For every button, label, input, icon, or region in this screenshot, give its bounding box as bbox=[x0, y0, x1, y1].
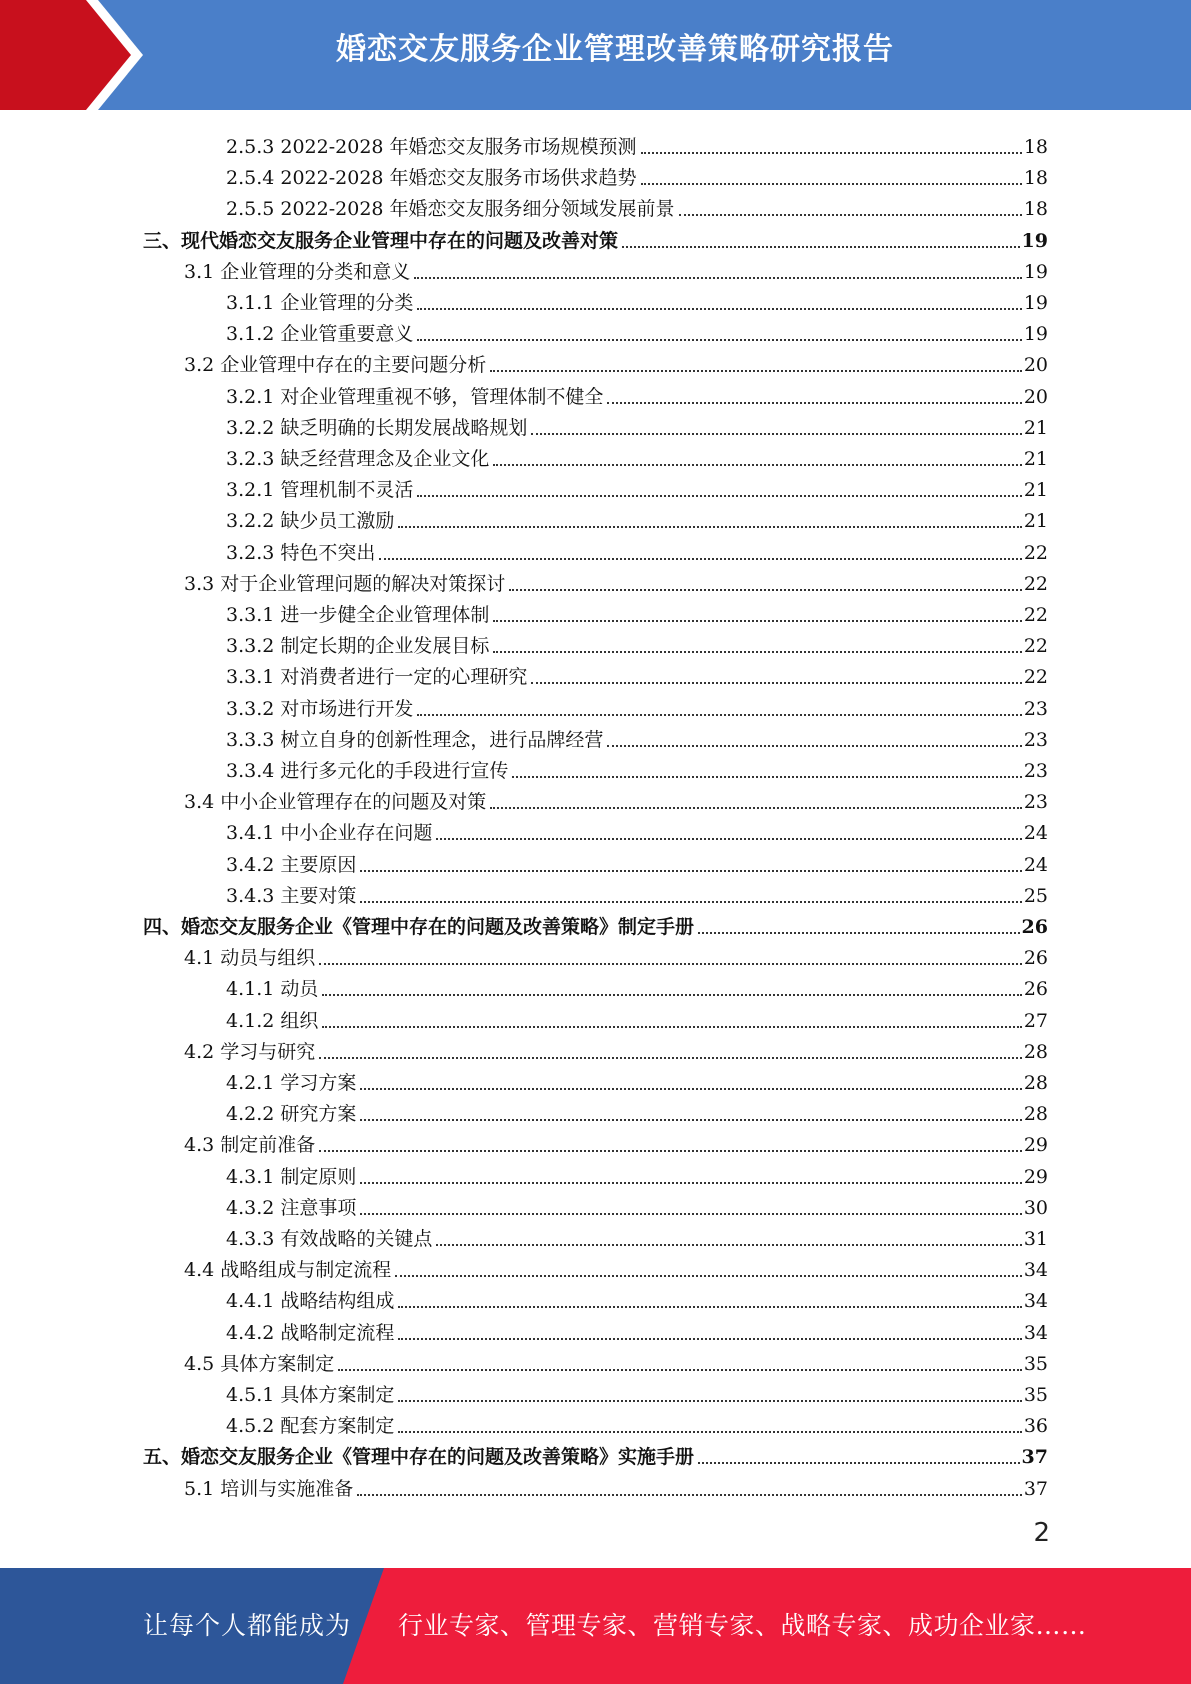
toc-entry-page: 22 bbox=[1023, 541, 1048, 564]
toc-entry-title: 3.3.4 进行多元化的手段进行宣传 bbox=[226, 760, 509, 782]
toc-entry-page: 19 bbox=[1023, 323, 1048, 346]
toc-entry-title: 3.4.3 主要对策 bbox=[226, 884, 357, 907]
toc-entry-page: 37 bbox=[1023, 1477, 1048, 1500]
toc-entry-page: 25 bbox=[1023, 884, 1048, 907]
toc-dot-leader bbox=[322, 1026, 1021, 1028]
toc-entry-page: 35 bbox=[1023, 1352, 1048, 1375]
toc-subsection[interactable] bbox=[226, 970, 1048, 1001]
toc-subsection[interactable] bbox=[226, 1282, 1048, 1313]
toc-entry-title: 4.3.2 注意事项 bbox=[226, 1196, 357, 1219]
toc-entry-title: 3.2.3 缺乏经营理念及企业文化 bbox=[226, 448, 490, 470]
toc-entry-title: 4.3.1 制定原则 bbox=[226, 1165, 357, 1188]
toc-entry-page: 22 bbox=[1023, 604, 1048, 626]
toc-entry-title: 3.2.3 特色不突出 bbox=[226, 541, 376, 564]
toc-entry-title: 五、婚恋交友服务企业《管理中存在的问题及改善策略》实施手册 bbox=[143, 1446, 695, 1469]
toc-entry-title: 4.3 制定前准备 bbox=[184, 1134, 316, 1157]
toc-entry-title: 4.1 动员与组织 bbox=[184, 947, 316, 970]
toc-subsection[interactable] bbox=[226, 159, 1048, 190]
toc-entry-title: 4.2 学习与研究 bbox=[184, 1040, 316, 1063]
toc-subsection[interactable] bbox=[226, 315, 1048, 346]
toc-dot-leader bbox=[493, 651, 1021, 653]
toc-subsection[interactable] bbox=[226, 1002, 1048, 1033]
toc-entry-title: 3.3.2 对市场进行开发 bbox=[226, 697, 414, 720]
report-title: 婚恋交友服务企业管理改善策略研究报告 bbox=[336, 32, 894, 67]
page-number: 2 bbox=[1033, 1518, 1050, 1548]
toc-entry-page: 19 bbox=[1021, 229, 1048, 252]
toc-subsection[interactable] bbox=[226, 284, 1048, 315]
toc-subsection[interactable] bbox=[226, 658, 1048, 689]
toc-section[interactable] bbox=[184, 565, 1048, 596]
toc-dot-leader bbox=[414, 277, 1022, 279]
toc-dot-leader bbox=[398, 1400, 1021, 1402]
toc-entry-title: 3.1.1 企业管理的分类 bbox=[226, 292, 414, 314]
toc-entry-page: 21 bbox=[1023, 479, 1048, 502]
toc-entry-title: 四、婚恋交友服务企业《管理中存在的问题及改善策略》制定手册 bbox=[143, 916, 695, 938]
toc-dot-leader bbox=[360, 901, 1021, 903]
toc-entry-title: 4.4 战略组成与制定流程 bbox=[184, 1259, 392, 1282]
toc-entry-page: 29 bbox=[1023, 1165, 1048, 1188]
toc-dot-leader bbox=[512, 776, 1021, 778]
toc-dot-leader bbox=[679, 214, 1022, 216]
toc-section[interactable] bbox=[184, 1470, 1048, 1501]
toc-subsection[interactable] bbox=[226, 814, 1048, 845]
toc-dot-leader bbox=[490, 370, 1022, 372]
toc-entry-title: 3.4 中小企业管理存在的问题及对策 bbox=[184, 791, 487, 814]
toc-chapter[interactable] bbox=[143, 908, 1048, 939]
toc-subsection[interactable] bbox=[226, 1095, 1048, 1126]
toc-entry-title: 3.2.1 对企业管理重视不够，管理体制不健全 bbox=[226, 385, 604, 408]
toc-dot-leader bbox=[338, 1369, 1022, 1371]
toc-dot-leader bbox=[398, 1306, 1021, 1308]
toc-entry-title: 4.1.2 组织 bbox=[226, 1009, 319, 1032]
toc-dot-leader bbox=[417, 714, 1021, 716]
toc-dot-leader bbox=[531, 433, 1021, 435]
toc-dot-leader bbox=[436, 1244, 1021, 1246]
toc-entry-page: 20 bbox=[1023, 354, 1048, 377]
toc-dot-leader bbox=[417, 308, 1021, 310]
toc-dot-leader bbox=[417, 495, 1021, 497]
toc-subsection[interactable] bbox=[226, 502, 1048, 533]
toc-entry-title: 4.2.1 学习方案 bbox=[226, 1072, 357, 1094]
toc-entry-title: 3.4.2 主要原因 bbox=[226, 853, 357, 876]
toc-section[interactable] bbox=[184, 1126, 1048, 1157]
toc-entry-page: 36 bbox=[1023, 1415, 1048, 1438]
toc-chapter[interactable] bbox=[143, 1438, 1048, 1469]
toc-entry-title: 2.5.4 2022-2028 年婚恋交友服务市场供求趋势 bbox=[226, 167, 637, 190]
toc-entry-title: 3.2.1 管理机制不灵活 bbox=[226, 479, 414, 502]
toc-subsection[interactable] bbox=[226, 627, 1048, 658]
toc-subsection[interactable] bbox=[226, 190, 1048, 221]
toc-entry-page: 34 bbox=[1023, 1290, 1048, 1313]
toc-dot-leader bbox=[360, 870, 1021, 872]
toc-section[interactable] bbox=[184, 1033, 1048, 1064]
toc-dot-leader bbox=[490, 807, 1022, 809]
toc-section[interactable] bbox=[184, 1251, 1048, 1282]
toc-dot-leader bbox=[622, 246, 1020, 248]
toc-subsection[interactable] bbox=[226, 1220, 1048, 1251]
toc-dot-leader bbox=[360, 1182, 1021, 1184]
toc-subsection[interactable] bbox=[226, 1376, 1048, 1407]
toc-entry-page: 21 bbox=[1023, 510, 1048, 533]
toc-subsection[interactable] bbox=[226, 1158, 1048, 1189]
toc-subsection[interactable] bbox=[226, 596, 1048, 627]
toc-entry-page: 29 bbox=[1023, 1134, 1048, 1157]
page-footer bbox=[0, 1568, 1191, 1684]
toc-dot-leader bbox=[531, 682, 1021, 684]
toc-entry-title: 3.1 企业管理的分类和意义 bbox=[184, 260, 411, 283]
toc-entry-title: 5.1 培训与实施准备 bbox=[184, 1477, 354, 1500]
toc-dot-leader bbox=[509, 589, 1022, 591]
toc-entry-page: 28 bbox=[1023, 1103, 1048, 1126]
toc-entry-page: 23 bbox=[1023, 697, 1048, 720]
toc-entry-page: 35 bbox=[1023, 1384, 1048, 1406]
toc-subsection[interactable] bbox=[226, 846, 1048, 877]
toc-chapter[interactable] bbox=[143, 222, 1048, 253]
toc-section[interactable] bbox=[184, 939, 1048, 970]
toc-entry-title: 3.2.2 缺乏明确的长期发展战略规划 bbox=[226, 416, 528, 439]
toc-dot-leader bbox=[360, 1213, 1021, 1215]
toc-subsection[interactable] bbox=[226, 1064, 1048, 1095]
toc-entry-page: 26 bbox=[1023, 947, 1048, 970]
toc-dot-leader bbox=[417, 339, 1021, 341]
toc-dot-leader bbox=[398, 1338, 1021, 1340]
toc-dot-leader bbox=[698, 932, 1020, 934]
toc-dot-leader bbox=[607, 745, 1021, 747]
toc-entry-page: 21 bbox=[1023, 416, 1048, 439]
toc-dot-leader bbox=[379, 558, 1021, 560]
toc-entry-title: 3.3.1 进一步健全企业管理体制 bbox=[226, 604, 490, 626]
toc-subsection[interactable] bbox=[226, 409, 1048, 440]
toc-entry-title: 2.5.5 2022-2028 年婚恋交友服务细分领域发展前景 bbox=[226, 198, 675, 221]
toc-entry-title: 4.1.1 动员 bbox=[226, 978, 319, 1001]
toc-entry-page: 18 bbox=[1023, 167, 1048, 190]
toc-entry-page: 18 bbox=[1023, 136, 1048, 158]
toc-dot-leader bbox=[319, 1150, 1022, 1152]
toc-section[interactable] bbox=[184, 1345, 1048, 1376]
toc-entry-page: 28 bbox=[1023, 1040, 1048, 1063]
footer-slogan-right: 行业专家、管理专家、营销专家、战略专家、成功企业家…… bbox=[398, 1611, 1087, 1640]
toc-entry-title: 3.2.2 缺少员工激励 bbox=[226, 510, 395, 533]
toc-entry-title: 4.4.1 战略结构组成 bbox=[226, 1290, 395, 1313]
toc-entry-page: 24 bbox=[1023, 822, 1048, 845]
toc-entry-page: 19 bbox=[1023, 292, 1048, 314]
toc-subsection[interactable] bbox=[226, 690, 1048, 721]
toc-entry-title: 三、现代婚恋交友服务企业管理中存在的问题及改善对策 bbox=[143, 229, 619, 252]
toc-section[interactable] bbox=[184, 346, 1048, 377]
toc-entry-page: 24 bbox=[1023, 853, 1048, 876]
toc-entry-page: 18 bbox=[1023, 198, 1048, 221]
toc-entry-title: 3.3.2 制定长期的企业发展目标 bbox=[226, 635, 490, 658]
toc-entry-page: 23 bbox=[1023, 728, 1048, 751]
toc-subsection[interactable] bbox=[226, 471, 1048, 502]
toc-entry-page: 21 bbox=[1023, 448, 1048, 470]
toc-dot-leader bbox=[319, 1057, 1022, 1059]
toc-entry-title: 3.2 企业管理中存在的主要问题分析 bbox=[184, 354, 487, 377]
toc-dot-leader bbox=[360, 1088, 1021, 1090]
toc-entry-title: 4.2.2 研究方案 bbox=[226, 1103, 357, 1126]
toc-entry-title: 3.4.1 中小企业存在问题 bbox=[226, 822, 433, 845]
toc-subsection[interactable] bbox=[226, 440, 1048, 471]
toc-entry-page: 26 bbox=[1023, 978, 1048, 1001]
toc-dot-leader bbox=[398, 526, 1021, 528]
toc-subsection[interactable] bbox=[226, 1407, 1048, 1438]
toc-entry-title: 4.3.3 有效战略的关键点 bbox=[226, 1228, 433, 1250]
toc-subsection[interactable] bbox=[226, 128, 1048, 159]
toc-entry-page: 19 bbox=[1023, 260, 1048, 283]
toc-entry-page: 22 bbox=[1023, 572, 1048, 595]
toc-entry-page: 20 bbox=[1023, 385, 1048, 408]
toc-entry-page: 22 bbox=[1023, 666, 1048, 689]
toc-dot-leader bbox=[357, 1494, 1022, 1496]
toc-entry-page: 31 bbox=[1023, 1228, 1048, 1250]
toc-entry-title: 4.4.2 战略制定流程 bbox=[226, 1321, 395, 1344]
toc-dot-leader bbox=[641, 152, 1022, 154]
toc-entry-page: 30 bbox=[1023, 1196, 1048, 1219]
toc-dot-leader bbox=[436, 838, 1021, 840]
toc-entry-title: 4.5 具体方案制定 bbox=[184, 1352, 335, 1375]
toc-subsection[interactable] bbox=[226, 1189, 1048, 1220]
toc-subsection[interactable] bbox=[226, 534, 1048, 565]
toc-subsection[interactable] bbox=[226, 877, 1048, 908]
toc-subsection[interactable] bbox=[226, 721, 1048, 752]
toc-entry-page: 37 bbox=[1021, 1446, 1048, 1469]
toc-dot-leader bbox=[698, 1462, 1020, 1464]
toc-entry-page: 34 bbox=[1023, 1259, 1048, 1282]
toc-entry-title: 4.5.2 配套方案制定 bbox=[226, 1415, 395, 1438]
toc-dot-leader bbox=[360, 1119, 1021, 1121]
footer-slogan-left: 让每个人都能成为 bbox=[143, 1611, 352, 1640]
page-header bbox=[0, 0, 1191, 110]
toc-subsection[interactable] bbox=[226, 1314, 1048, 1345]
toc-dot-leader bbox=[398, 1431, 1021, 1433]
toc-entry-title: 3.3.3 树立自身的创新性理念，进行品牌经营 bbox=[226, 728, 604, 751]
toc-dot-leader bbox=[641, 183, 1022, 185]
toc-dot-leader bbox=[395, 1275, 1022, 1277]
toc-dot-leader bbox=[322, 994, 1021, 996]
toc-entry-page: 34 bbox=[1023, 1321, 1048, 1344]
toc-entry-page: 28 bbox=[1023, 1072, 1048, 1094]
toc-subsection[interactable] bbox=[226, 378, 1048, 409]
toc-dot-leader bbox=[607, 402, 1021, 404]
toc-dot-leader bbox=[319, 963, 1022, 965]
toc-entry-page: 23 bbox=[1023, 760, 1048, 782]
toc-subsection[interactable] bbox=[226, 752, 1048, 783]
toc-entry-title: 2.5.3 2022-2028 年婚恋交友服务市场规模预测 bbox=[226, 136, 637, 158]
toc-entry-page: 26 bbox=[1021, 916, 1048, 938]
toc-entry-page: 27 bbox=[1023, 1009, 1048, 1032]
toc-entry-title: 3.1.2 企业管重要意义 bbox=[226, 323, 414, 346]
toc-entry-page: 23 bbox=[1023, 791, 1048, 814]
toc-entry-title: 3.3.1 对消费者进行一定的心理研究 bbox=[226, 666, 528, 689]
toc-entry-title: 3.3 对于企业管理问题的解决对策探讨 bbox=[184, 572, 506, 595]
toc-section[interactable] bbox=[184, 253, 1048, 284]
toc-entry-title: 4.5.1 具体方案制定 bbox=[226, 1384, 395, 1406]
toc-entry-page: 22 bbox=[1023, 635, 1048, 658]
toc-dot-leader bbox=[493, 464, 1021, 466]
toc-section[interactable] bbox=[184, 783, 1048, 814]
toc-dot-leader bbox=[493, 620, 1021, 622]
